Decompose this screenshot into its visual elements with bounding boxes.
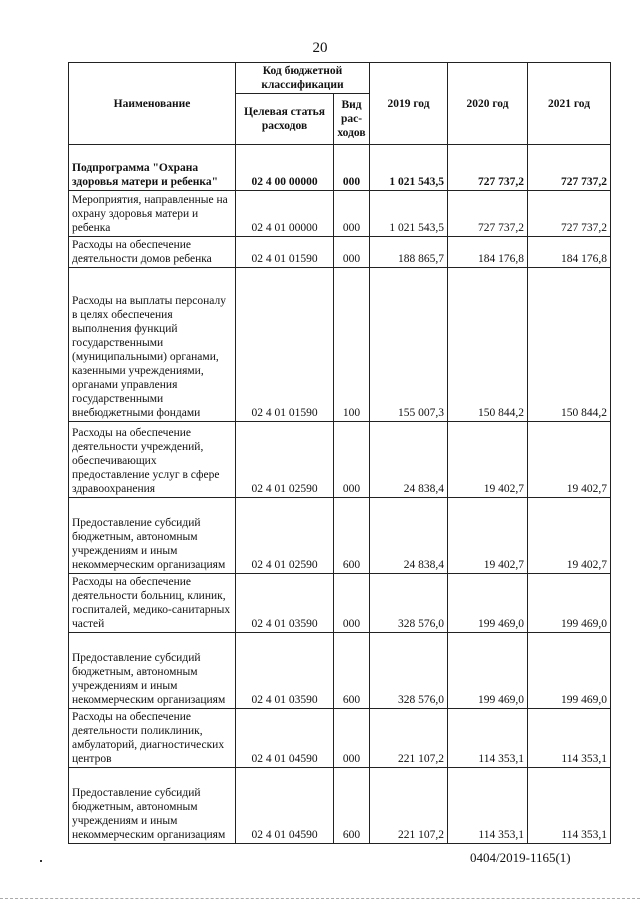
cell-name: Расходы на обеспечение деятельности больниц, клиник, госпиталей, медико-санитарных частей bbox=[69, 574, 236, 633]
cell-y2021: 199 469,0 bbox=[528, 633, 611, 709]
cell-name: Расходы на обеспечение деятельности поликлиник, амбулаторий, диагностических центров bbox=[69, 709, 236, 768]
cell-name: Предоставление субсидий бюджетным, автономным учреждениям и иным некоммерческим организациям bbox=[69, 498, 236, 574]
budget-table bbox=[68, 62, 611, 844]
cell-y2021: 727 737,2 bbox=[528, 191, 611, 237]
cell-y2021: 727 737,2 bbox=[528, 145, 611, 191]
cell-y2020: 727 737,2 bbox=[448, 145, 528, 191]
cell-y2019: 221 107,2 bbox=[370, 768, 448, 844]
cell-kind: 000 bbox=[334, 574, 370, 633]
cell-code: 02 4 01 02590 bbox=[236, 422, 334, 498]
table-row bbox=[69, 498, 611, 574]
cell-y2020: 150 844,2 bbox=[448, 268, 528, 422]
cell-kind: 000 bbox=[334, 191, 370, 237]
header-2020: 2020 год bbox=[448, 63, 528, 145]
cell-y2019: 24 838,4 bbox=[370, 498, 448, 574]
cell-code: 02 4 01 03590 bbox=[236, 633, 334, 709]
cell-y2019: 328 576,0 bbox=[370, 633, 448, 709]
cell-kind: 000 bbox=[334, 145, 370, 191]
cell-kind: 000 bbox=[334, 709, 370, 768]
cell-name: Расходы на выплаты персоналу в целях обеспечения выполнения функций государственными (муниципальными) органами, казенными учреждениями, органами управления государственными внебюджетными фондами bbox=[69, 268, 236, 422]
table-row bbox=[69, 145, 611, 191]
table-row bbox=[69, 709, 611, 768]
header-target-item: Целевая статья расходов bbox=[236, 94, 334, 145]
cell-code: 02 4 01 03590 bbox=[236, 574, 334, 633]
cell-y2020: 114 353,1 bbox=[448, 768, 528, 844]
cell-y2019: 155 007,3 bbox=[370, 268, 448, 422]
cell-code: 02 4 01 00000 bbox=[236, 191, 334, 237]
cell-y2020: 199 469,0 bbox=[448, 574, 528, 633]
cell-kind: 600 bbox=[334, 633, 370, 709]
cell-y2021: 114 353,1 bbox=[528, 709, 611, 768]
cell-y2020: 184 176,8 bbox=[448, 237, 528, 268]
page-number: 20 bbox=[312, 40, 328, 56]
table-row bbox=[69, 422, 611, 498]
header-expense-type: Вид рас-ходов bbox=[334, 94, 370, 145]
cell-y2021: 19 402,7 bbox=[528, 498, 611, 574]
cell-y2021: 19 402,7 bbox=[528, 422, 611, 498]
cell-name: Предоставление субсидий бюджетным, автономным учреждениям и иным некоммерческим организациям bbox=[69, 768, 236, 844]
cell-y2019: 24 838,4 bbox=[370, 422, 448, 498]
cell-code: 02 4 01 01590 bbox=[236, 268, 334, 422]
scan-speck bbox=[40, 860, 42, 862]
cell-code: 02 4 01 02590 bbox=[236, 498, 334, 574]
cell-code: 02 4 01 01590 bbox=[236, 237, 334, 268]
cell-y2021: 114 353,1 bbox=[528, 768, 611, 844]
cell-name: Предоставление субсидий бюджетным, автономным учреждениям и иным некоммерческим организациям bbox=[69, 633, 236, 709]
table-row bbox=[69, 268, 611, 422]
cell-kind: 600 bbox=[334, 768, 370, 844]
table-row bbox=[69, 237, 611, 268]
table-row bbox=[69, 191, 611, 237]
cell-code: 02 4 01 04590 bbox=[236, 709, 334, 768]
table-row bbox=[69, 633, 611, 709]
header-name: Наименование bbox=[69, 63, 236, 145]
table-row bbox=[69, 768, 611, 844]
cell-y2021: 184 176,8 bbox=[528, 237, 611, 268]
cell-y2021: 199 469,0 bbox=[528, 574, 611, 633]
cell-y2019: 188 865,7 bbox=[370, 237, 448, 268]
header-2021: 2021 год bbox=[528, 63, 611, 145]
cell-name: Мероприятия, направленные на охрану здоровья матери и ребенка bbox=[69, 191, 236, 237]
cell-y2019: 1 021 543,5 bbox=[370, 145, 448, 191]
document-id: 0404/2019-1165(1) bbox=[470, 850, 571, 865]
table-row bbox=[69, 574, 611, 633]
cell-y2020: 199 469,0 bbox=[448, 633, 528, 709]
cell-y2020: 114 353,1 bbox=[448, 709, 528, 768]
cell-y2021: 150 844,2 bbox=[528, 268, 611, 422]
cell-name: Расходы на обеспечение деятельности домов ребенка bbox=[69, 237, 236, 268]
cell-kind: 000 bbox=[334, 422, 370, 498]
cell-y2019: 328 576,0 bbox=[370, 574, 448, 633]
cell-code: 02 4 01 04590 bbox=[236, 768, 334, 844]
cell-code: 02 4 00 00000 bbox=[236, 145, 334, 191]
cell-kind: 000 bbox=[334, 237, 370, 268]
cell-kind: 100 bbox=[334, 268, 370, 422]
cell-y2020: 19 402,7 bbox=[448, 498, 528, 574]
cell-y2020: 727 737,2 bbox=[448, 191, 528, 237]
cell-y2020: 19 402,7 bbox=[448, 422, 528, 498]
cell-name: Подпрограмма "Охрана здоровья матери и ребенка" bbox=[69, 145, 236, 191]
cell-name: Расходы на обеспечение деятельности учреждений, обеспечивающих предоставление услуг в сфере здравоохранения bbox=[69, 422, 236, 498]
header-2019: 2019 год bbox=[370, 63, 448, 145]
cell-y2019: 221 107,2 bbox=[370, 709, 448, 768]
cell-kind: 600 bbox=[334, 498, 370, 574]
cell-y2019: 1 021 543,5 bbox=[370, 191, 448, 237]
header-code-group: Код бюджетной классификации bbox=[236, 63, 370, 94]
scan-edge bbox=[0, 898, 640, 900]
